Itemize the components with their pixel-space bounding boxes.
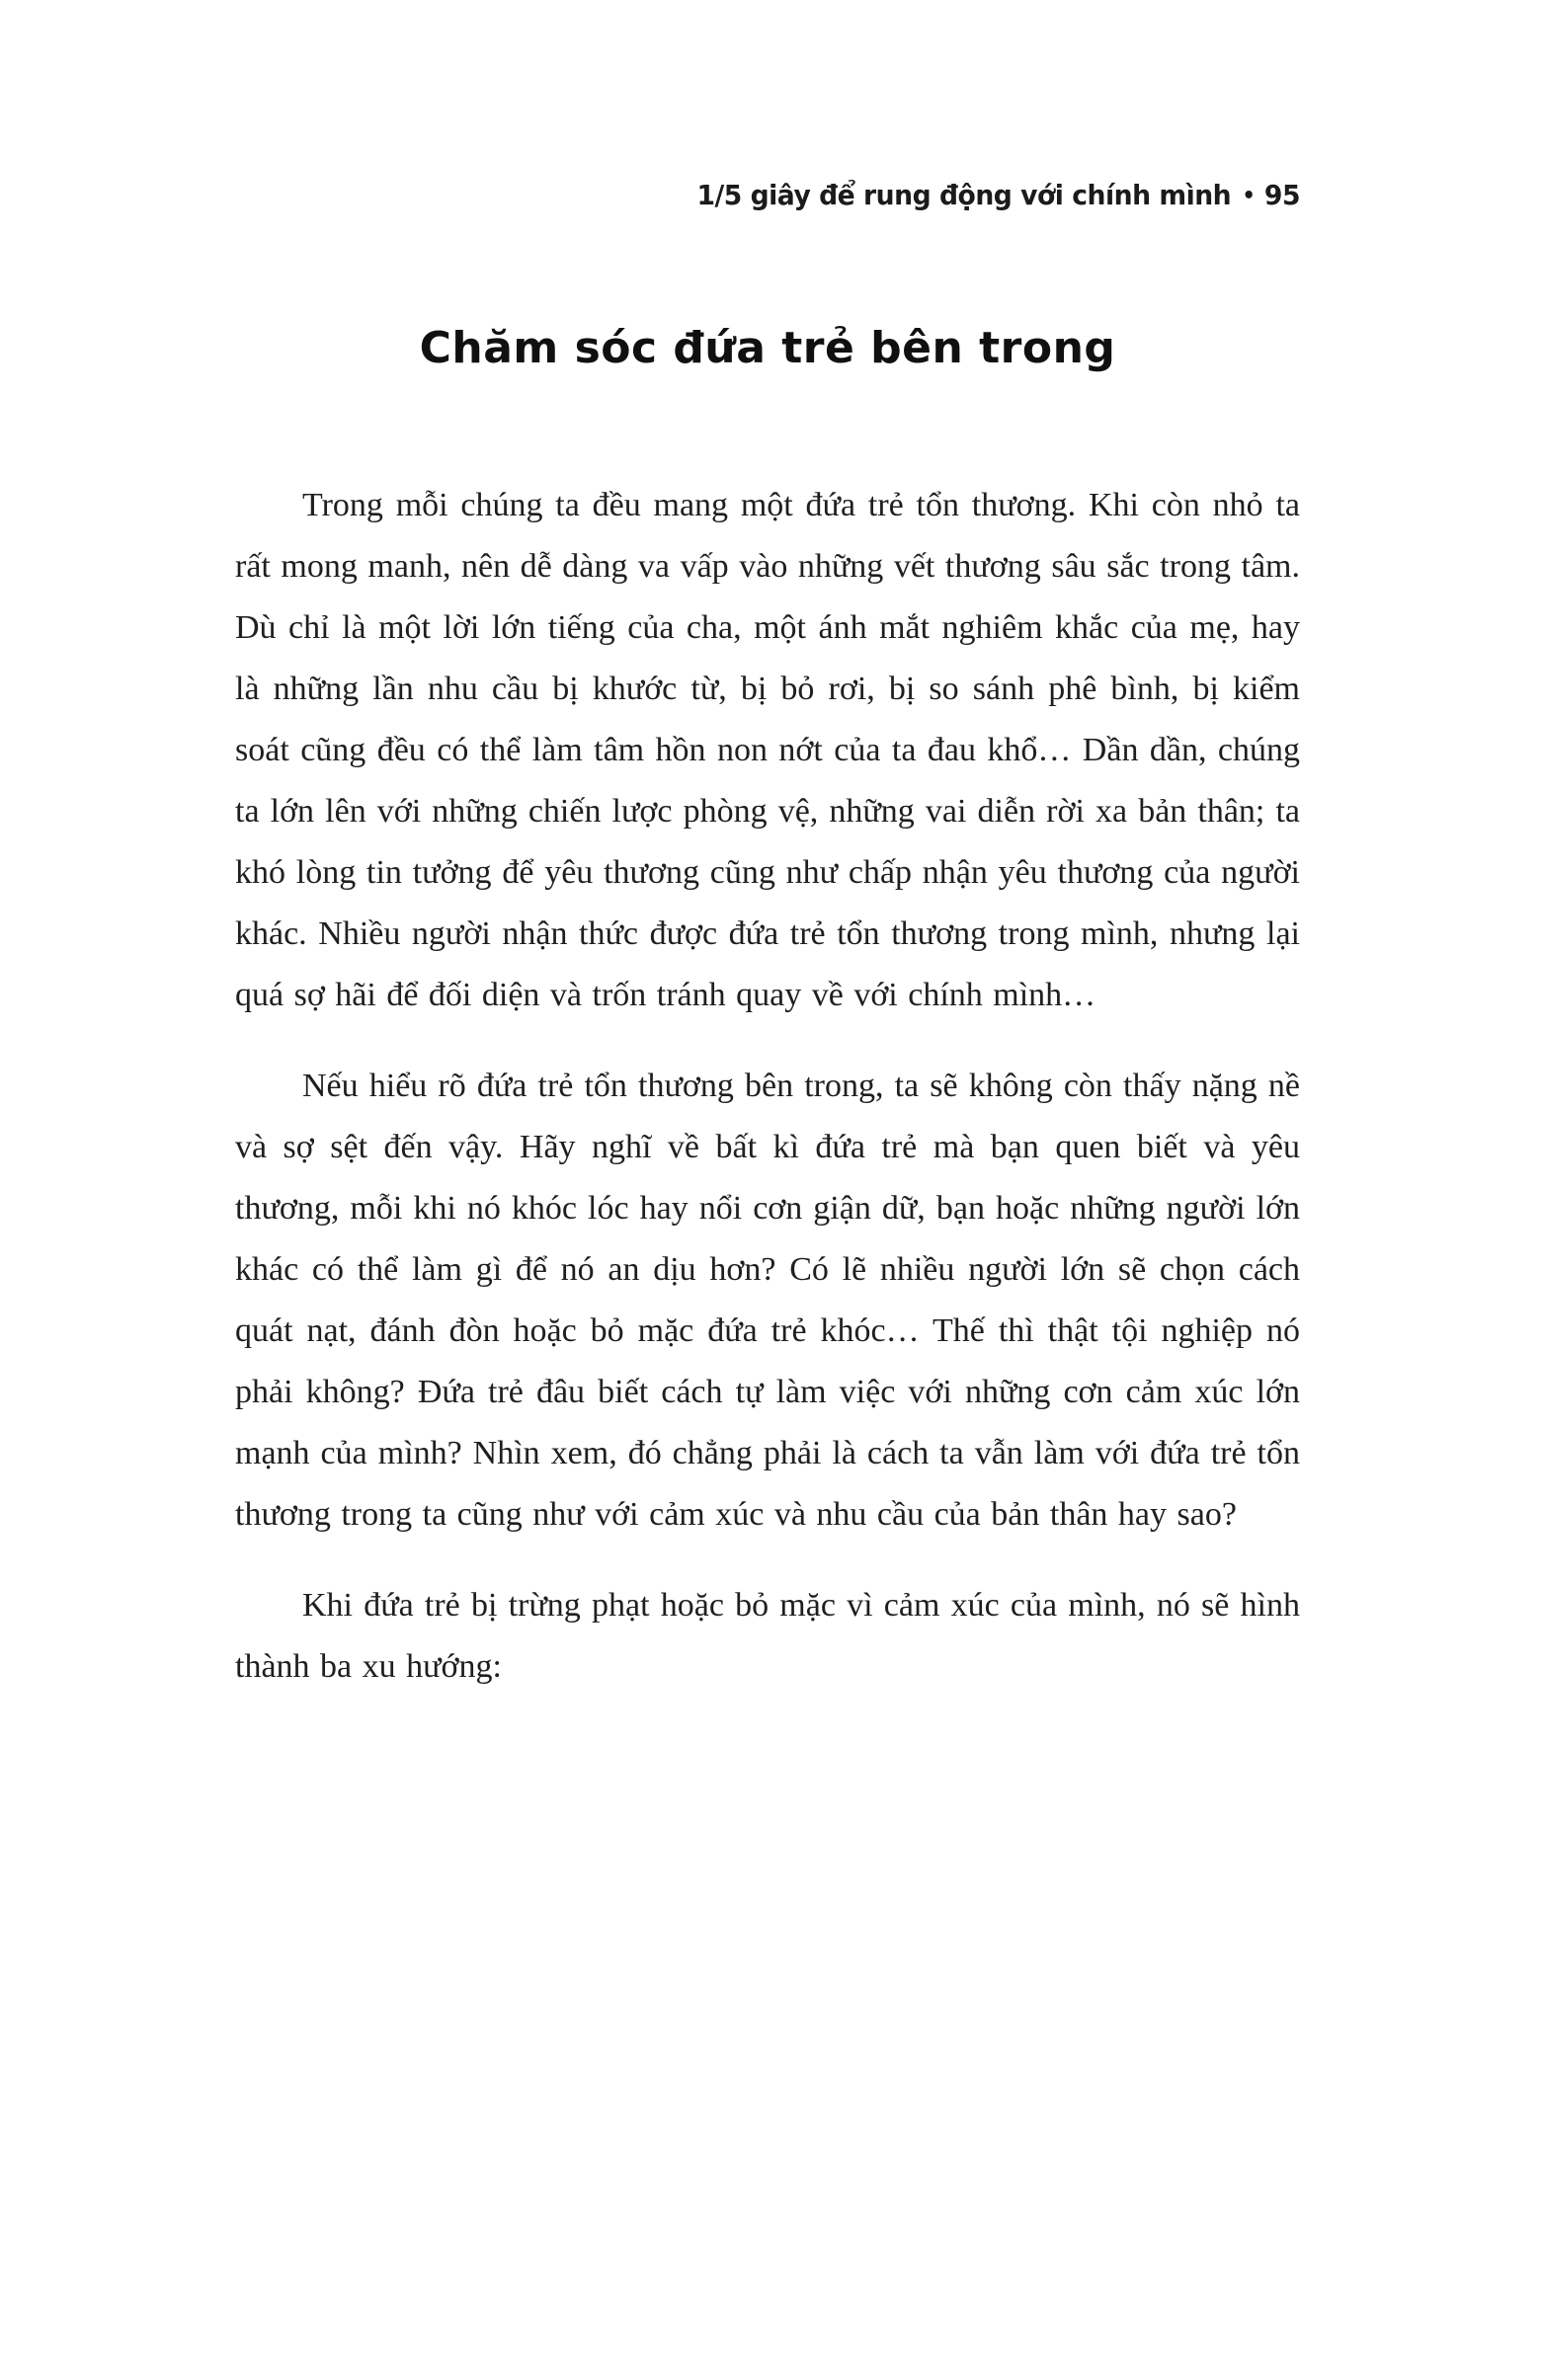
page-content (235, 176, 1300, 1698)
header-bullet-separator: • (1242, 184, 1256, 208)
paragraph: Khi đứa trẻ bị trừng phạt hoặc bỏ mặc vì cảm xúc của mình, nó sẽ hình thành ba xu hướng: (235, 1587, 1300, 1685)
paragraph: Trong mỗi chúng ta đều mang một đứa trẻ tổn thương. Khi còn nhỏ ta rất mong manh, nên dễ dàng va vấp vào những vết thương sâu sắc trong tâm. Dù chỉ là một lời lớn tiếng của cha, một ánh mắt nghiêm khắc của mẹ, hay là những lần nhu cầu bị khước từ, bị bỏ rơi, bị so sánh phê bình, bị kiểm soát cũng đều có thể làm tâm hồn non nớt của ta đau khổ… Dần dần, chúng ta lớn lên với những chiến lược phòng vệ, những vai diễn rời xa bản thân; ta khó lòng tin tưởng để yêu thương cũng như chấp nhận yêu thương của người khác. Nhiều người nhận thức được đứa trẻ tổn thương trong mình, nhưng lại quá sợ hãi để đối diện và trốn tránh quay về với chính mình… (235, 487, 1300, 1013)
page-number: 95 (1263, 179, 1300, 211)
running-header (288, 176, 1300, 216)
body-text (235, 475, 1300, 1698)
running-header-text: 1/5 giây để rung động với chính mình (696, 179, 1232, 211)
chapter-title: Chăm sóc đứa trẻ bên trong (419, 323, 1116, 373)
paragraph: Nếu hiểu rõ đứa trẻ tổn thương bên trong, ta sẽ không còn thấy nặng nề và sợ sệt đến vậy. Hãy nghĩ về bất kì đứa trẻ mà bạn quen biết và yêu thương, mỗi khi nó khóc lóc hay nổi cơn giận dữ, bạn hoặc những người lớn khác có thể làm gì để nó an dịu hơn? Có lẽ nhiều người lớn sẽ chọn cách quát nạt, đánh đòn hoặc bỏ mặc đứa trẻ khóc… Thế thì thật tội nghiệp nó phải không? Đứa trẻ đâu biết cách tự làm việc với những cơn cảm xúc lớn mạnh của mình? Nhìn xem, đó chẳng phải là cách ta vẫn làm với đứa trẻ tổn thương trong ta cũng như với cảm xúc và nhu cầu của bản thân hay sao? (235, 1068, 1300, 1533)
